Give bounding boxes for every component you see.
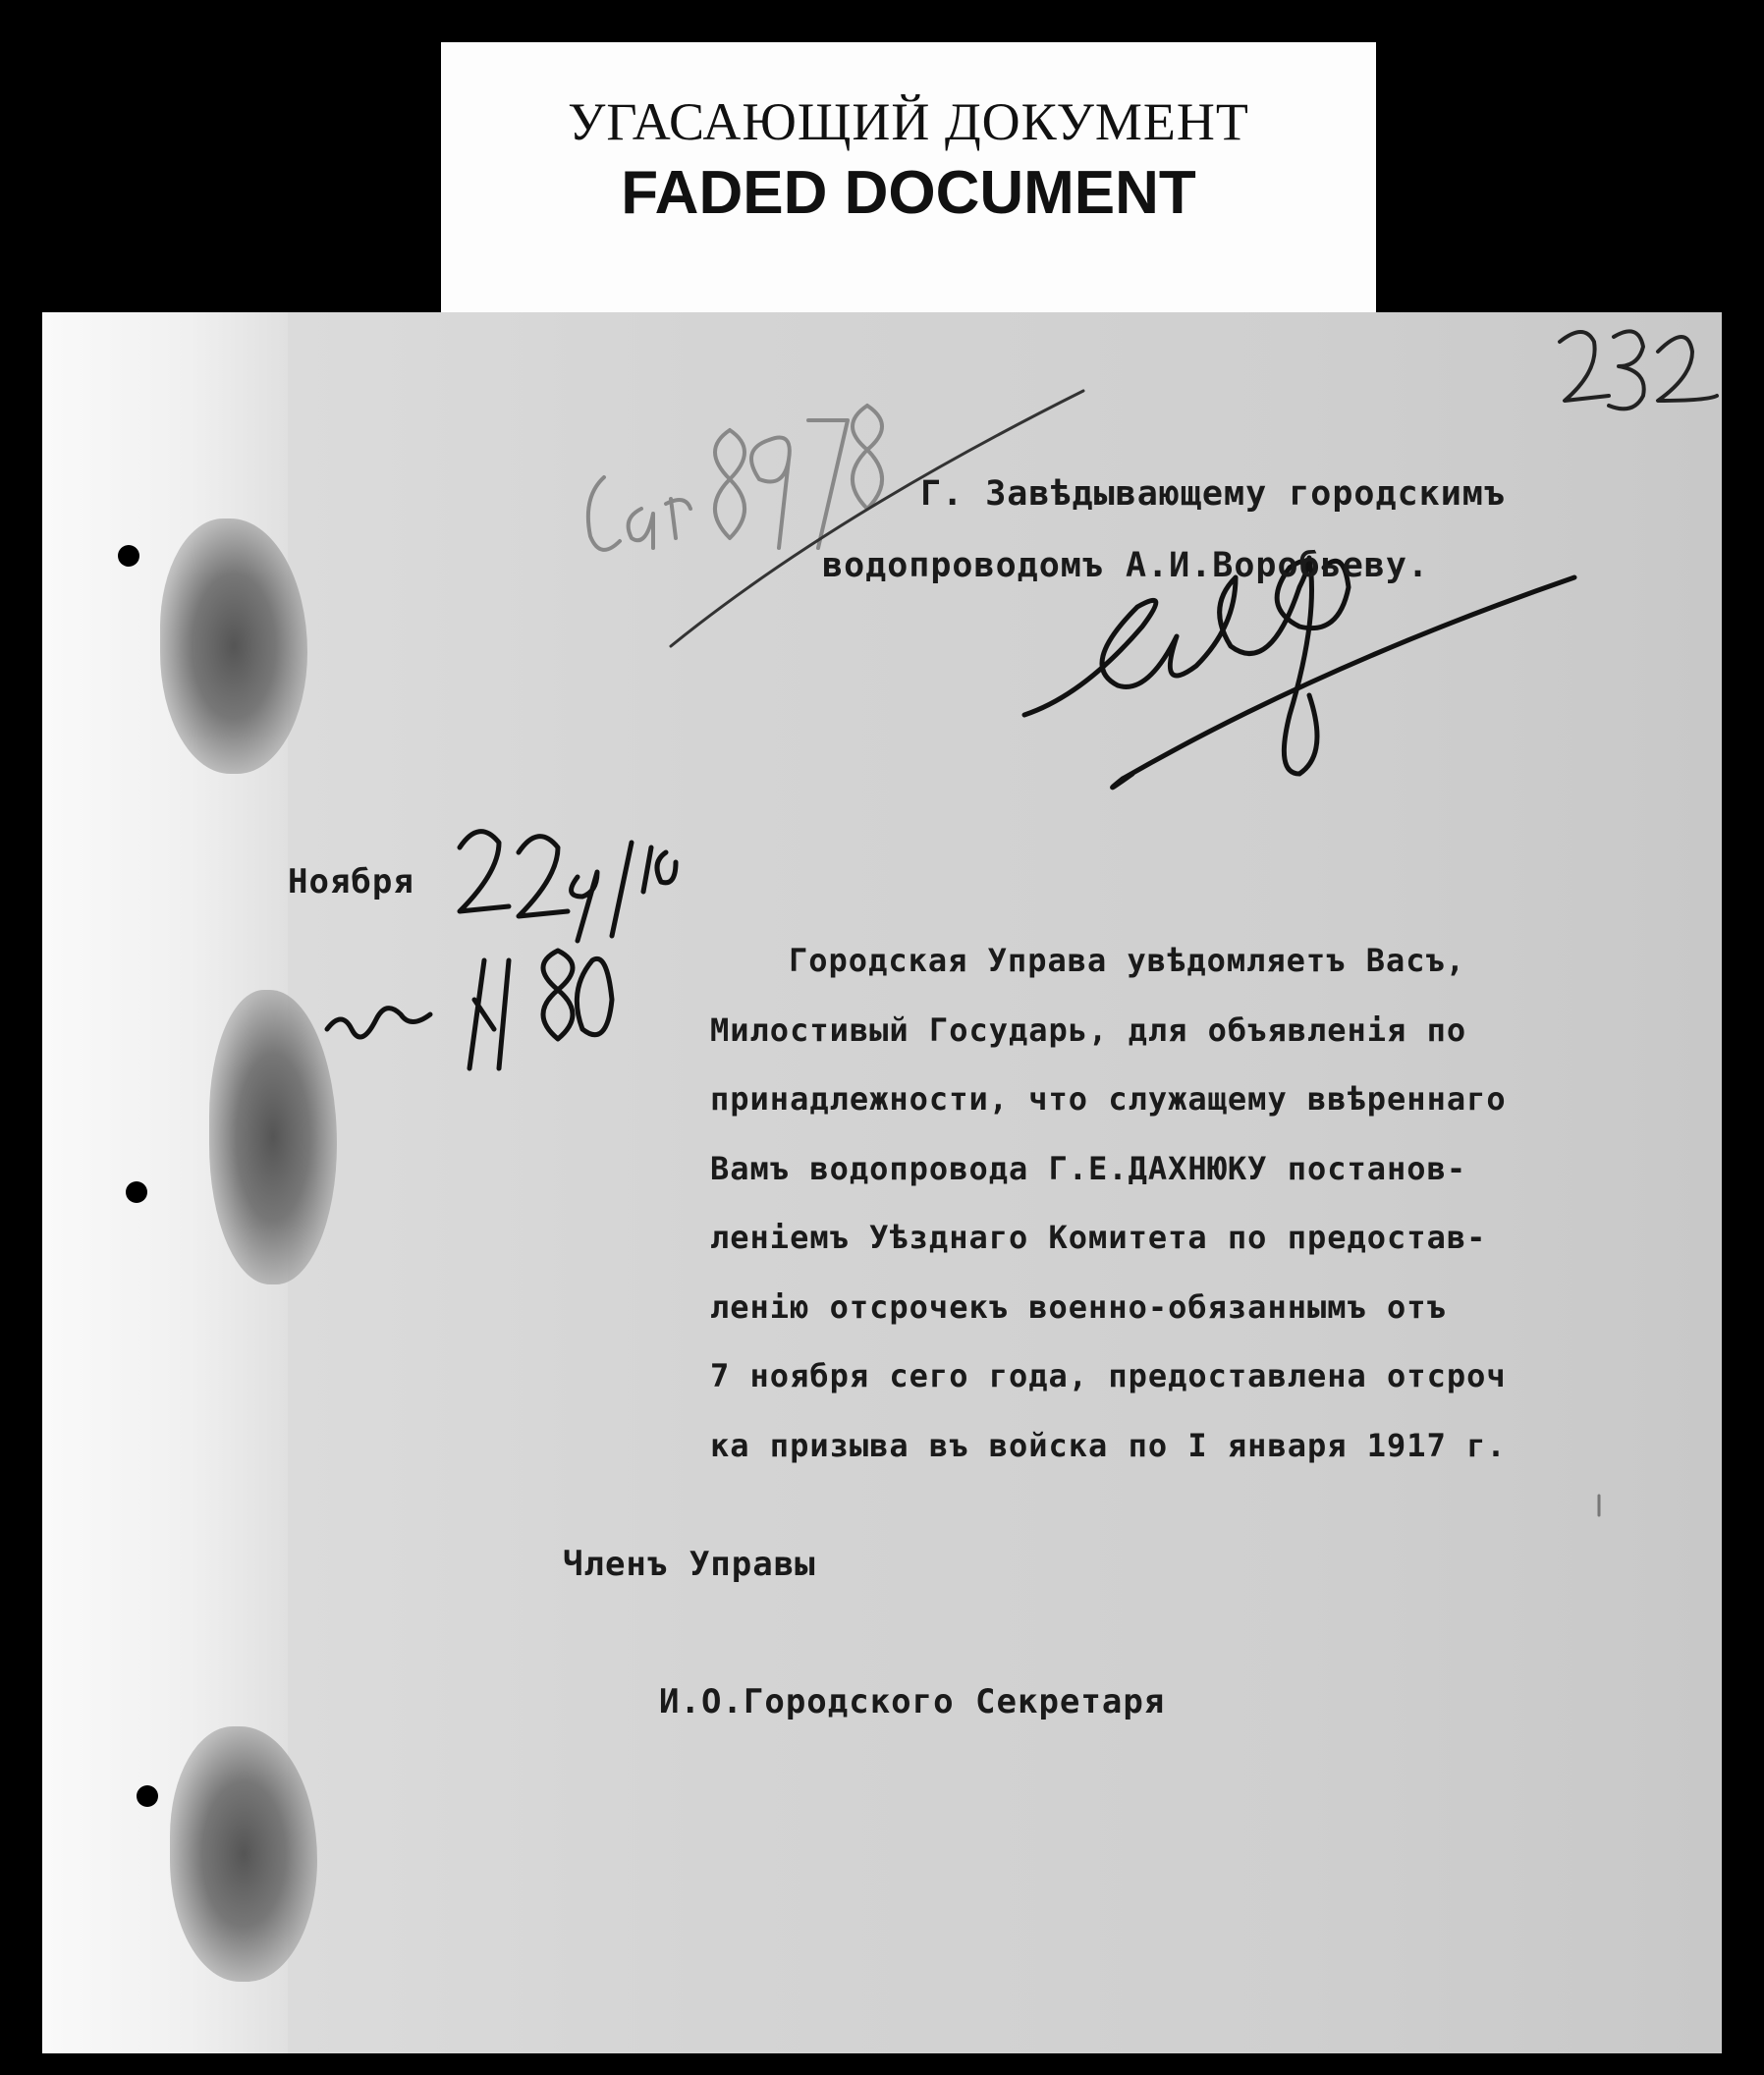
- diagonal-stroke-top: [671, 391, 1083, 646]
- addressee-line-1: Г. Завѣдывающему городскимъ: [920, 474, 1506, 514]
- signature-mark: [1024, 558, 1574, 788]
- signature-title-secretary: И.О.Городского Секретаря: [659, 1682, 1166, 1721]
- page-number-mark: [1560, 331, 1717, 409]
- body-line: ленію отсрочекъ военно-обязаннымъ отъ: [710, 1287, 1447, 1326]
- body-line: Вамъ водопровода Г.Е.ДАХНЮКУ постанов-: [710, 1149, 1467, 1187]
- body-line: ка призыва въ войска по I января 1917 г.: [710, 1426, 1507, 1464]
- body-line: 7 ноября сего года, предоставлена отсроч: [710, 1357, 1507, 1394]
- date-month: Ноября: [288, 862, 414, 901]
- body-line: Городская Управа увѣдомляетъ Васъ,: [789, 942, 1466, 979]
- label-english: FADED DOCUMENT: [621, 159, 1196, 227]
- label-russian: УГАСАЮЩИЙ ДОКУМЕНТ: [568, 92, 1249, 151]
- faded-document-label: [441, 42, 1376, 337]
- body-line: Милостивый Государь, для объявленія по: [710, 1010, 1467, 1049]
- body-line: принадлежности, что служащему ввѣреннаго: [710, 1080, 1507, 1118]
- letter-body: [710, 926, 1507, 1480]
- body-line: леніемъ Уѣзднаго Комитета по предостав-: [710, 1219, 1487, 1256]
- document-page: [42, 312, 1722, 2053]
- signature-title-member: Членъ Управы: [563, 1545, 816, 1584]
- date-mark: [460, 832, 676, 941]
- outgoing-number-mark: [327, 951, 612, 1068]
- addressee-line-2: водопроводомъ А.И.Воробьеву.: [822, 546, 1430, 585]
